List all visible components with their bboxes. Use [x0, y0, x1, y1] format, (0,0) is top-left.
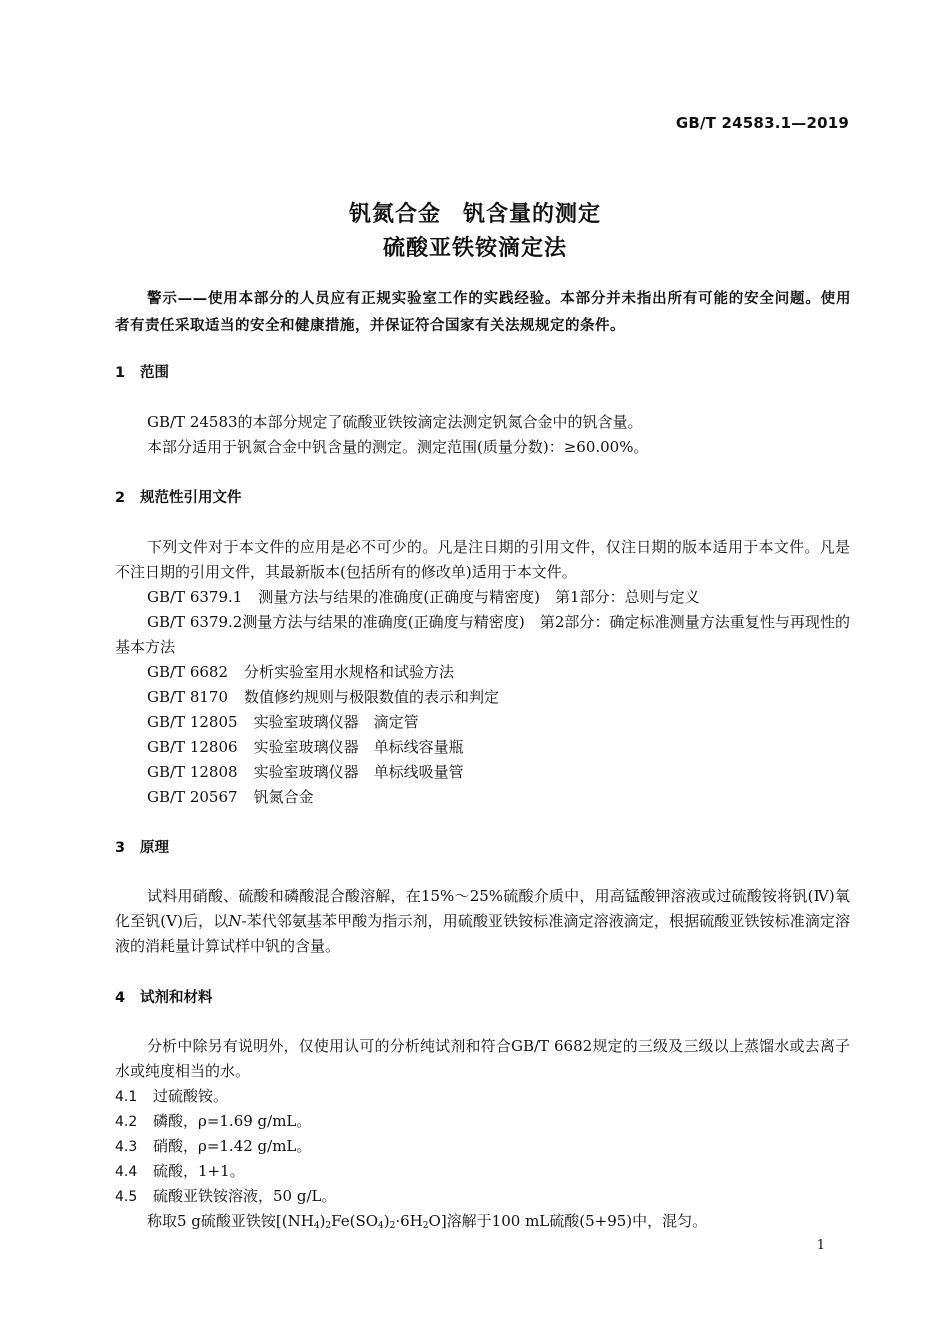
prep-text: )	[383, 1212, 390, 1230]
principle-text-part: -苯代邻氨基苯甲酸为指示剂，用硫酸亚铁铵标准滴定溶液滴定，根据硫酸亚铁铵标准滴定溶液的消耗量计算试样中钒的含量。	[115, 912, 850, 955]
reference-item	[147, 785, 314, 810]
item-number: 4.3	[115, 1139, 138, 1155]
item-number: 4.2	[115, 1114, 138, 1130]
reagent-item	[115, 1184, 336, 1210]
reference-code: GB/T 6379.1	[147, 588, 243, 606]
principle-italic-symbol: N	[228, 912, 242, 930]
scope-paragraph-1: GB/T 24583的本部分规定了硫酸亚铁铵滴定法测定钒氮合金中的钒含量。	[147, 413, 643, 431]
document-title-line2: 硫酸亚铁铵滴定法	[382, 236, 567, 261]
reference-item	[147, 710, 419, 735]
reference-title: 测量方法与结果的准确度(正确度与精密度) 第1部分：总则与定义	[258, 588, 700, 606]
reagent-item	[115, 1134, 311, 1160]
reference-item	[115, 610, 850, 660]
reference-item	[147, 760, 464, 785]
section-1-heading	[115, 361, 169, 382]
item-text: 过硫酸铵。	[153, 1087, 229, 1105]
reagent-item	[115, 1084, 228, 1110]
prep-text: Fe(SO	[331, 1212, 379, 1230]
subscript: 4	[378, 1221, 384, 1231]
scope-paragraph-2: 本部分适用于钒氮合金中钒含量的测定。测定范围(质量分数)：≥60.00%。	[147, 438, 649, 456]
reagents-intro: 分析中除另有说明外，仅使用认可的分析纯试剂和符合GB/T 6682规定的三级及三级以上蒸馏水或去离子水或纯度相当的水。	[115, 1037, 850, 1080]
reagent-preparation	[115, 1209, 850, 1239]
safety-warning: 警示——使用本部分的人员应有正规实验室工作的实践经验。本部分并未指出所有可能的安全问题。使用者有责任采取适当的安全和健康措施，并保证符合国家有关法规规定的条件。	[115, 291, 851, 334]
page-number: 1	[816, 1238, 825, 1253]
reference-title: 数值修约规则与极限数值的表示和判定	[244, 688, 500, 706]
subscript: 4	[313, 1221, 320, 1231]
document-title-line1	[0, 197, 950, 228]
section-number: 2	[115, 490, 126, 506]
item-text: 硫酸亚铁铵溶液，50 g/L。	[153, 1187, 337, 1205]
item-number: 4.5	[115, 1189, 138, 1205]
reagent-item	[115, 1159, 245, 1185]
principle-text-part: 试料用硝酸、硫酸和磷酸混合酸溶解，在15%～25%硫酸介质中，用高锰酸钾溶液或过硫酸铵将钒(Ⅳ)氧化至钒(Ⅴ)后，以	[115, 887, 850, 930]
reference-title: 实验室玻璃仪器 单标线吸量管	[253, 763, 464, 781]
title-part-b: 钒含量的测定	[463, 202, 602, 227]
reference-code: GB/T 8170	[147, 688, 229, 706]
prep-text: O]溶解于100 mL硫酸(5+95)中，混匀。	[428, 1212, 708, 1230]
reference-item	[147, 585, 700, 610]
section-number: 1	[115, 365, 126, 381]
subscript: 2	[389, 1221, 396, 1231]
prep-text: )	[319, 1212, 326, 1230]
section-2-heading	[115, 486, 242, 507]
reference-item	[147, 735, 464, 760]
reference-code: GB/T 6682	[147, 663, 229, 681]
section-number: 4	[115, 990, 126, 1006]
subscript: 2	[325, 1221, 332, 1231]
reference-title: 钒氮合金	[253, 788, 314, 806]
reference-title: 测量方法与结果的准确度(正确度与精密度) 第2部分：确定标准测量方法重复性与再现性的基本方法	[115, 613, 850, 656]
prep-text: ·6H	[395, 1212, 423, 1230]
principle-paragraph	[115, 884, 850, 959]
reference-item	[147, 685, 499, 710]
reference-code: GB/T 12808	[147, 763, 238, 781]
reference-code: GB/T 6379.2	[147, 613, 243, 631]
subscript: 2	[422, 1221, 429, 1231]
reference-title: 实验室玻璃仪器 滴定管	[253, 713, 419, 731]
item-text: 硝酸，ρ=1.42 g/mL。	[153, 1137, 312, 1155]
reference-code: GB/T 20567	[147, 788, 238, 806]
section-title: 试剂和材料	[140, 990, 213, 1006]
section-3-heading	[115, 836, 169, 857]
section-title: 规范性引用文件	[140, 490, 242, 506]
title-part-a: 钒氮合金	[348, 202, 441, 227]
standard-code: GB/T 24583.1—2019	[675, 114, 849, 132]
reference-code: GB/T 12806	[147, 738, 238, 756]
section-title: 原理	[140, 840, 169, 856]
item-text: 硫酸，1+1。	[153, 1162, 245, 1180]
reference-title: 分析实验室用水规格和试验方法	[244, 663, 455, 681]
references-intro: 下列文件对于本文件的应用是必不可少的。凡是注日期的引用文件，仅注日期的版本适用于本文件。凡是不注日期的引用文件，其最新版本(包括所有的修改单)适用于本文件。	[115, 538, 850, 581]
item-number: 4.4	[115, 1164, 138, 1180]
reference-code: GB/T 12805	[147, 713, 238, 731]
section-title: 范围	[140, 365, 169, 381]
item-number: 4.1	[115, 1089, 138, 1105]
section-number: 3	[115, 840, 126, 856]
reagent-item	[115, 1109, 311, 1135]
item-text: 磷酸，ρ=1.69 g/mL。	[153, 1112, 312, 1130]
reference-item	[147, 660, 454, 685]
reference-title: 实验室玻璃仪器 单标线容量瓶	[253, 738, 464, 756]
section-4-heading	[115, 986, 213, 1007]
prep-text: 称取5 g硫酸亚铁铵[(NH	[147, 1212, 314, 1230]
